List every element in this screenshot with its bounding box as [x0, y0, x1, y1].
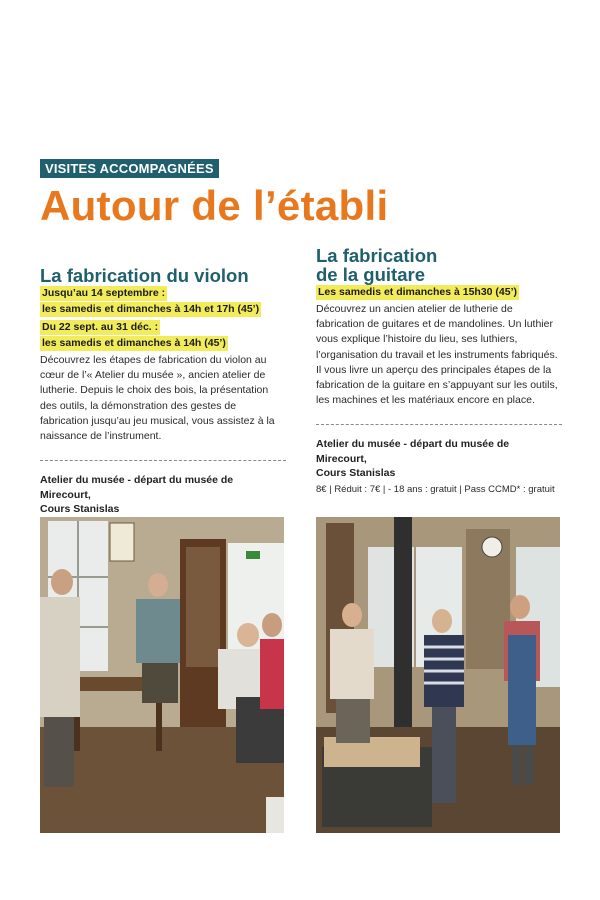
violon-times-1: les samedis et dimanches à 14h et 17h (45’) [42, 303, 260, 315]
violon-venue [40, 473, 286, 517]
violon-period-1: Jusqu’au 14 septembre : [42, 287, 166, 299]
violon-period-2: Du 22 sept. au 31 déc. : [42, 321, 159, 333]
page-title: Autour de l’établi [40, 182, 389, 229]
guitare-section [316, 246, 562, 497]
violon-description: Découvrez les étapes de fabrication du violon au cœur de l’« Atelier du musée », ancien atelier de lutherie. Depuis le choix des bois, la présentation des outils, la démonstration des gestes de fabrication jusqu’au jeu musical, vous assistez à la naissance de l’instrument. [40, 354, 275, 443]
violon-section [40, 246, 286, 533]
guitare-schedule: Les samedis et dimanches à 15h30 (45’) [318, 286, 518, 298]
guitare-description: Découvrez un ancien atelier de lutherie de fabrication de guitares et de mandolines. Un luthier vous explique l’histoire du lieu, ses luthiers, l’organisation du travail et les instruments fabriqués. Il vous livre un aperçu des principales étapes de la fabrication de la guitare en s’appuyant sur les outils, les machines et les matériaux encore en place. [316, 303, 558, 407]
violon-separator [40, 460, 286, 461]
guitare-venue-line1: Atelier du musée - départ du musée de Mirecourt, [316, 438, 510, 465]
violon-times-2: les samedis et dimanches à 14h (45’) [42, 337, 226, 349]
guitare-venue [316, 437, 562, 481]
guitare-prices: 8€ | Réduit : 7€ | - 18 ans : gratuit | Pass CCMD* : gratuit [316, 483, 555, 495]
violon-venue-line1: Atelier du musée - départ du musée de Mirecourt, [40, 474, 234, 501]
violon-title: La fabrication du violon [40, 265, 249, 286]
guitare-separator [316, 424, 562, 425]
guitare-venue-line2: Cours Stanislas [316, 467, 396, 480]
violon-venue-line2: Cours Stanislas [40, 503, 120, 516]
violon-workshop-photo [40, 517, 284, 833]
guitare-title [316, 246, 562, 284]
guitare-workshop-photo [316, 517, 560, 833]
violon-photo-illustration [40, 517, 284, 833]
guitare-photo-illustration [316, 517, 560, 833]
guitare-title-line1: La fabrication [316, 245, 438, 266]
section-badge: VISITES ACCOMPAGNÉES [40, 159, 219, 178]
guitare-title-line2: de la guitare [316, 264, 425, 285]
